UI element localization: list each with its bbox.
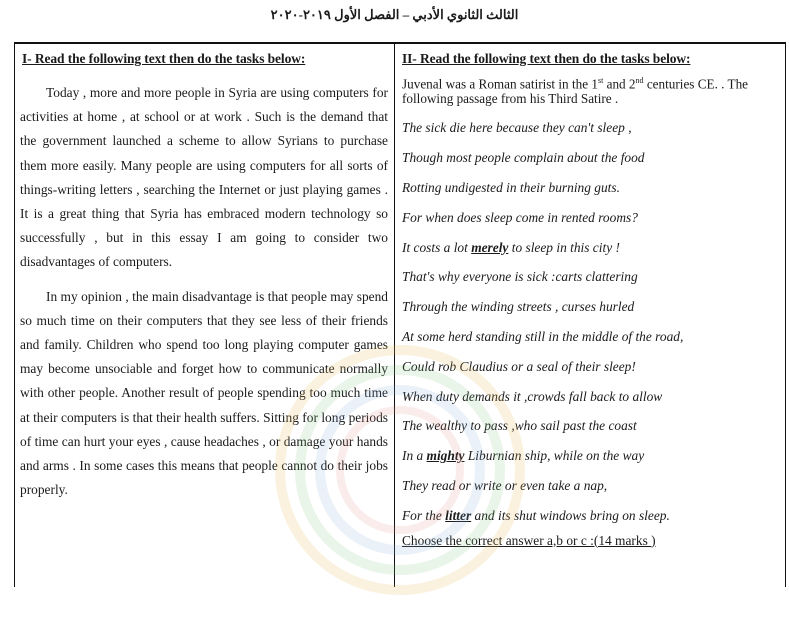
paragraph-1: Today , more and more people in Syria are using computers for activities at home , at school or at work . Such is the demand that the government launched a scheme to allow Syrians to purchase them more easily. Many people are using computers for all sorts of things-writing letters , searching the Internet or just playing games . It is a great thing that Syria has embraced modern technology so successfully , but in this essay I am going to consider two disadvantages of computers. — [20, 85, 388, 270]
poem-intro — [402, 73, 780, 106]
poem-line — [402, 262, 780, 292]
underlined-word-merely: merely — [471, 239, 509, 255]
reading-text — [15, 81, 394, 502]
poem-line-text: They read or write or even take a nap, — [402, 477, 608, 493]
poem-line-text: In a — [402, 448, 427, 464]
left-column — [15, 44, 395, 587]
paragraph-2: In my opinion , the main disadvantage is that people may spend so much time on their computers that they see less of their friends and family. Children who spend too long playing computer games may become unsociable and forget how to communicate normally with other people. Another result of people spending too much time at their computers is that their health suffers. Sitting for long periods of time can hurt your eyes , cause headaches , or damage your hands and arms . In some cases this means that people cannot do their jobs properly. — [20, 288, 388, 498]
poem-line-text: It costs a lot — [402, 239, 472, 255]
poem-line — [402, 322, 780, 352]
poem-line — [402, 382, 780, 412]
intro-part-3: centuries CE. . The following passage from his Third Satire . — [402, 76, 749, 107]
poem-line — [402, 233, 780, 263]
poem-line-text: For when does sleep come in rented rooms? — [402, 209, 638, 225]
poem-line-text: At some herd standing still in the middle of the road, — [402, 328, 684, 344]
poem-line-text: The wealthy to pass ,who sail past the coast — [402, 418, 637, 434]
poem-line — [402, 441, 780, 471]
page-title: الثالث الثانوي الأدبي – الفصل الأول ٢٠١٩-٢٠٢٠ — [270, 7, 519, 22]
section-one-title: I- Read the following text then do the tasks below: — [22, 51, 306, 66]
poem-line — [402, 471, 780, 501]
exam-table — [14, 42, 786, 587]
poem-line-text: and its shut windows bring on sleep. — [471, 507, 670, 523]
underlined-word-litter: litter — [445, 507, 472, 523]
poem-line-text: Rotting undigested in their burning guts. — [402, 179, 620, 195]
intro-part-2: and 2 — [603, 76, 636, 92]
intro-sup-2: nd — [635, 76, 644, 85]
poem-line — [402, 113, 780, 143]
right-column — [395, 44, 784, 587]
poem-line — [402, 292, 780, 322]
poem-line — [402, 173, 780, 203]
poem-line — [402, 411, 780, 441]
task-instruction: Choose the correct answer a,b or c :(14 marks ) — [402, 532, 656, 548]
poem-line — [402, 501, 780, 531]
poem-line-text: For the — [402, 507, 446, 523]
poem-line-text: When duty demands it ,crowds fall back to allow — [402, 388, 663, 404]
poem-line-text: Though most people complain about the food — [402, 150, 645, 166]
poem-line-text: Through the winding streets , curses hurled — [402, 299, 635, 315]
poem-section — [395, 67, 784, 551]
poem-line-text: Could rob Claudius or a seal of their sleep! — [402, 358, 636, 374]
poem-line-text: to sleep in this city ! — [508, 239, 620, 255]
section-two-title: II- Read the following text then do the tasks below: — [402, 51, 691, 66]
poem-line-text: That's why everyone is sick :carts clattering — [402, 269, 638, 285]
poem-line — [402, 352, 780, 382]
intro-sup-1: st — [597, 76, 604, 85]
poem-line-text: Liburnian ship, while on the way — [464, 448, 645, 464]
underlined-word-mighty: mighty — [426, 448, 465, 464]
poem-line — [402, 203, 780, 233]
poem-line-text: The sick die here because they can't sleep , — [402, 120, 632, 136]
intro-part-1: Juvenal was a Roman satirist in the 1 — [402, 76, 598, 92]
poem-lines — [402, 113, 780, 530]
poem-line — [402, 143, 780, 173]
